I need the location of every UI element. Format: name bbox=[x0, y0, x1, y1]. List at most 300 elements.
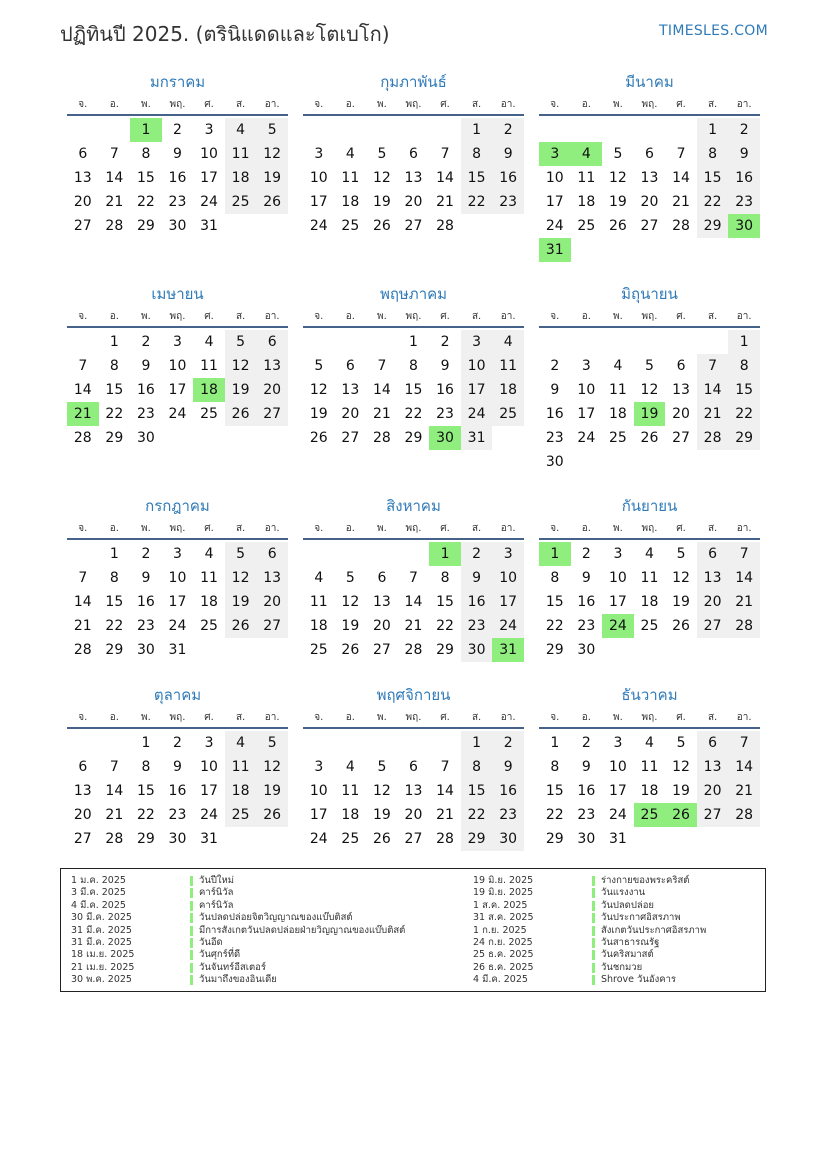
day-cell[interactable]: 7 bbox=[109, 146, 119, 162]
day-cell[interactable]: 13 bbox=[372, 594, 391, 610]
day-cell[interactable]: 11 bbox=[309, 594, 328, 610]
day-cell[interactable]: 1 bbox=[550, 735, 560, 751]
day-cell[interactable]: 10 bbox=[492, 566, 524, 590]
day-cell[interactable]: 4 bbox=[645, 546, 654, 562]
day-cell[interactable]: 11 bbox=[200, 570, 218, 586]
day-cell[interactable]: 1 bbox=[141, 735, 151, 751]
day-cell[interactable]: 17 bbox=[608, 594, 627, 610]
day-cell[interactable]: 31 bbox=[168, 642, 187, 658]
day-cell[interactable]: 12 bbox=[672, 570, 690, 586]
day-cell[interactable]: 1 bbox=[461, 118, 493, 142]
day-cell[interactable]: 29 bbox=[728, 426, 760, 450]
day-cell[interactable]: 30 bbox=[136, 430, 155, 446]
day-cell[interactable]: 9 bbox=[492, 142, 524, 166]
day-cell[interactable]: 14 bbox=[73, 594, 92, 610]
day-cell[interactable]: 18 bbox=[200, 594, 218, 610]
day-cell[interactable]: 6 bbox=[409, 146, 418, 162]
day-cell[interactable]: 7 bbox=[697, 354, 729, 378]
day-cell[interactable]: 14 bbox=[728, 755, 760, 779]
day-cell[interactable]: 5 bbox=[377, 146, 387, 162]
day-cell[interactable]: 6 bbox=[345, 358, 355, 374]
day-cell[interactable]: 14 bbox=[105, 783, 124, 799]
day-cell[interactable]: 10 bbox=[200, 759, 218, 775]
day-cell[interactable]: 13 bbox=[341, 382, 360, 398]
day-cell[interactable]: 8 bbox=[141, 146, 151, 162]
day-cell[interactable]: 5 bbox=[676, 546, 686, 562]
day-cell[interactable]: 23 bbox=[577, 807, 596, 823]
day-cell[interactable]: 19 bbox=[256, 779, 288, 803]
day-cell[interactable]: 23 bbox=[728, 190, 760, 214]
day-cell[interactable]: 30 bbox=[577, 642, 596, 658]
day-cell[interactable]: 8 bbox=[550, 570, 560, 586]
day-cell[interactable]: 19 bbox=[608, 194, 627, 210]
day-cell[interactable]: 22 bbox=[697, 190, 729, 214]
day-cell[interactable]: 18 bbox=[640, 594, 659, 610]
day-cell[interactable]: 9 bbox=[173, 759, 182, 775]
day-cell[interactable]: 17 bbox=[309, 194, 328, 210]
day-cell[interactable]: 22 bbox=[105, 618, 124, 634]
day-cell[interactable]: 21 bbox=[105, 807, 124, 823]
day-cell[interactable]: 18 bbox=[225, 166, 257, 190]
day-cell[interactable]: 7 bbox=[109, 759, 119, 775]
day-cell[interactable]: 24 bbox=[492, 614, 524, 638]
day-cell[interactable]: 3 bbox=[204, 735, 214, 751]
day-cell[interactable]: 11 bbox=[225, 755, 257, 779]
day-cell[interactable]: 2 bbox=[492, 118, 524, 142]
day-cell[interactable]: 3 bbox=[613, 546, 623, 562]
day-cell[interactable]: 14 bbox=[728, 566, 760, 590]
day-cell[interactable]: 31 bbox=[461, 426, 493, 450]
day-cell[interactable]: 10 bbox=[309, 170, 328, 186]
day-cell[interactable]: 5 bbox=[645, 358, 654, 374]
site-link[interactable]: TIMESLES.COM bbox=[659, 23, 768, 39]
day-cell[interactable]: 10 bbox=[608, 759, 627, 775]
day-cell[interactable]: 24 bbox=[309, 218, 328, 234]
day-cell[interactable]: 11 bbox=[640, 570, 659, 586]
day-cell[interactable]: 9 bbox=[581, 759, 591, 775]
day-cell[interactable]: 2 bbox=[173, 122, 182, 138]
day-cell[interactable]: 1 bbox=[728, 330, 760, 354]
day-cell[interactable]: 2 bbox=[141, 546, 151, 562]
day-cell[interactable]: 12 bbox=[372, 170, 391, 186]
day-cell[interactable]: 4 bbox=[225, 731, 257, 755]
day-cell[interactable]: 6 bbox=[256, 330, 288, 354]
day-cell[interactable]: 16 bbox=[577, 594, 596, 610]
day-cell[interactable]: 17 bbox=[168, 382, 187, 398]
day-cell[interactable]: 22 bbox=[136, 194, 155, 210]
day-cell[interactable]: 4 bbox=[204, 546, 214, 562]
day-cell[interactable]: 25 bbox=[341, 831, 360, 847]
day-cell[interactable]: 20 bbox=[640, 194, 659, 210]
holiday-day-cell[interactable]: 1 bbox=[429, 542, 461, 566]
day-cell[interactable]: 10 bbox=[309, 783, 328, 799]
day-cell[interactable]: 11 bbox=[341, 170, 360, 186]
day-cell[interactable]: 18 bbox=[608, 406, 627, 422]
day-cell[interactable]: 22 bbox=[461, 803, 493, 827]
holiday-day-cell[interactable]: 31 bbox=[539, 238, 571, 262]
day-cell[interactable]: 16 bbox=[436, 382, 454, 398]
day-cell[interactable]: 3 bbox=[613, 735, 623, 751]
day-cell[interactable]: 10 bbox=[200, 146, 218, 162]
day-cell[interactable]: 24 bbox=[545, 218, 564, 234]
day-cell[interactable]: 13 bbox=[672, 382, 690, 398]
day-cell[interactable]: 7 bbox=[78, 570, 88, 586]
day-cell[interactable]: 16 bbox=[728, 166, 760, 190]
day-cell[interactable]: 12 bbox=[372, 783, 391, 799]
day-cell[interactable]: 25 bbox=[608, 430, 627, 446]
day-cell[interactable]: 19 bbox=[225, 590, 257, 614]
day-cell[interactable]: 14 bbox=[436, 170, 454, 186]
day-cell[interactable]: 23 bbox=[136, 618, 155, 634]
day-cell[interactable]: 11 bbox=[225, 142, 257, 166]
day-cell[interactable]: 29 bbox=[545, 831, 564, 847]
day-cell[interactable]: 29 bbox=[697, 214, 729, 238]
day-cell[interactable]: 19 bbox=[372, 194, 391, 210]
day-cell[interactable]: 12 bbox=[341, 594, 360, 610]
day-cell[interactable]: 8 bbox=[109, 570, 119, 586]
day-cell[interactable]: 27 bbox=[256, 402, 288, 426]
day-cell[interactable]: 4 bbox=[345, 146, 355, 162]
holiday-day-cell[interactable]: 1 bbox=[539, 542, 571, 566]
day-cell[interactable]: 30 bbox=[545, 454, 564, 470]
day-cell[interactable]: 9 bbox=[492, 755, 524, 779]
day-cell[interactable]: 27 bbox=[697, 803, 729, 827]
day-cell[interactable]: 13 bbox=[73, 170, 92, 186]
day-cell[interactable]: 4 bbox=[314, 570, 324, 586]
day-cell[interactable]: 16 bbox=[492, 166, 524, 190]
day-cell[interactable]: 28 bbox=[73, 430, 92, 446]
day-cell[interactable]: 24 bbox=[608, 807, 627, 823]
day-cell[interactable]: 2 bbox=[440, 334, 450, 350]
day-cell[interactable]: 23 bbox=[168, 807, 187, 823]
holiday-day-cell[interactable]: 25 bbox=[634, 803, 666, 827]
day-cell[interactable]: 14 bbox=[436, 783, 454, 799]
day-cell[interactable]: 17 bbox=[545, 194, 564, 210]
day-cell[interactable]: 21 bbox=[73, 618, 92, 634]
day-cell[interactable]: 13 bbox=[697, 566, 729, 590]
day-cell[interactable]: 30 bbox=[168, 218, 187, 234]
day-cell[interactable]: 28 bbox=[728, 614, 760, 638]
day-cell[interactable]: 15 bbox=[728, 378, 760, 402]
day-cell[interactable]: 14 bbox=[105, 170, 124, 186]
day-cell[interactable]: 28 bbox=[672, 218, 690, 234]
day-cell[interactable]: 21 bbox=[404, 618, 423, 634]
day-cell[interactable]: 8 bbox=[409, 358, 418, 374]
day-cell[interactable]: 2 bbox=[728, 118, 760, 142]
day-cell[interactable]: 20 bbox=[73, 194, 92, 210]
day-cell[interactable]: 14 bbox=[73, 382, 92, 398]
day-cell[interactable]: 10 bbox=[577, 382, 596, 398]
day-cell[interactable]: 8 bbox=[109, 358, 119, 374]
day-cell[interactable]: 22 bbox=[404, 406, 423, 422]
day-cell[interactable]: 7 bbox=[377, 358, 387, 374]
day-cell[interactable]: 18 bbox=[640, 783, 659, 799]
day-cell[interactable]: 15 bbox=[105, 382, 124, 398]
day-cell[interactable]: 18 bbox=[309, 618, 328, 634]
day-cell[interactable]: 24 bbox=[200, 807, 218, 823]
day-cell[interactable]: 28 bbox=[404, 642, 423, 658]
day-cell[interactable]: 14 bbox=[672, 170, 690, 186]
day-cell[interactable]: 23 bbox=[492, 803, 524, 827]
day-cell[interactable]: 11 bbox=[577, 170, 596, 186]
day-cell[interactable]: 27 bbox=[404, 831, 423, 847]
day-cell[interactable]: 14 bbox=[404, 594, 423, 610]
day-cell[interactable]: 21 bbox=[105, 194, 124, 210]
day-cell[interactable]: 29 bbox=[461, 827, 493, 851]
day-cell[interactable]: 28 bbox=[728, 803, 760, 827]
day-cell[interactable]: 25 bbox=[225, 190, 257, 214]
day-cell[interactable]: 15 bbox=[136, 170, 155, 186]
day-cell[interactable]: 12 bbox=[608, 170, 627, 186]
day-cell[interactable]: 7 bbox=[440, 759, 450, 775]
day-cell[interactable]: 1 bbox=[697, 118, 729, 142]
day-cell[interactable]: 21 bbox=[436, 807, 454, 823]
day-cell[interactable]: 6 bbox=[78, 146, 88, 162]
day-cell[interactable]: 20 bbox=[697, 590, 729, 614]
day-cell[interactable]: 8 bbox=[461, 755, 493, 779]
day-cell[interactable]: 2 bbox=[141, 334, 151, 350]
day-cell[interactable]: 16 bbox=[168, 170, 187, 186]
day-cell[interactable]: 10 bbox=[168, 358, 187, 374]
day-cell[interactable]: 6 bbox=[645, 146, 654, 162]
day-cell[interactable]: 10 bbox=[608, 570, 627, 586]
day-cell[interactable]: 18 bbox=[341, 194, 360, 210]
day-cell[interactable]: 25 bbox=[492, 402, 524, 426]
day-cell[interactable]: 11 bbox=[341, 783, 360, 799]
day-cell[interactable]: 12 bbox=[225, 566, 257, 590]
day-cell[interactable]: 24 bbox=[168, 618, 187, 634]
day-cell[interactable]: 10 bbox=[461, 354, 493, 378]
day-cell[interactable]: 16 bbox=[545, 406, 564, 422]
day-cell[interactable]: 27 bbox=[73, 831, 92, 847]
day-cell[interactable]: 19 bbox=[225, 378, 257, 402]
day-cell[interactable]: 15 bbox=[436, 594, 454, 610]
day-cell[interactable]: 25 bbox=[309, 642, 328, 658]
day-cell[interactable]: 4 bbox=[204, 334, 214, 350]
day-cell[interactable]: 12 bbox=[256, 142, 288, 166]
holiday-day-cell[interactable]: 3 bbox=[539, 142, 571, 166]
day-cell[interactable]: 9 bbox=[461, 566, 493, 590]
day-cell[interactable]: 22 bbox=[461, 190, 493, 214]
day-cell[interactable]: 7 bbox=[676, 146, 686, 162]
day-cell[interactable]: 2 bbox=[550, 358, 560, 374]
day-cell[interactable]: 3 bbox=[204, 122, 214, 138]
day-cell[interactable]: 10 bbox=[168, 570, 187, 586]
day-cell[interactable]: 20 bbox=[256, 590, 288, 614]
day-cell[interactable]: 18 bbox=[225, 779, 257, 803]
day-cell[interactable]: 26 bbox=[256, 803, 288, 827]
day-cell[interactable]: 5 bbox=[377, 759, 387, 775]
day-cell[interactable]: 28 bbox=[372, 430, 391, 446]
day-cell[interactable]: 26 bbox=[256, 190, 288, 214]
day-cell[interactable]: 20 bbox=[256, 378, 288, 402]
day-cell[interactable]: 6 bbox=[256, 542, 288, 566]
day-cell[interactable]: 31 bbox=[200, 218, 218, 234]
day-cell[interactable]: 18 bbox=[577, 194, 596, 210]
day-cell[interactable]: 28 bbox=[436, 831, 454, 847]
day-cell[interactable]: 24 bbox=[577, 430, 596, 446]
day-cell[interactable]: 13 bbox=[256, 354, 288, 378]
day-cell[interactable]: 14 bbox=[372, 382, 391, 398]
day-cell[interactable]: 17 bbox=[577, 406, 596, 422]
day-cell[interactable]: 29 bbox=[136, 218, 155, 234]
day-cell[interactable]: 20 bbox=[73, 807, 92, 823]
day-cell[interactable]: 29 bbox=[105, 430, 124, 446]
day-cell[interactable]: 17 bbox=[168, 594, 187, 610]
day-cell[interactable]: 30 bbox=[492, 827, 524, 851]
day-cell[interactable]: 16 bbox=[577, 783, 596, 799]
day-cell[interactable]: 28 bbox=[73, 642, 92, 658]
day-cell[interactable]: 7 bbox=[78, 358, 88, 374]
holiday-day-cell[interactable]: 21 bbox=[67, 402, 99, 426]
day-cell[interactable]: 9 bbox=[581, 570, 591, 586]
day-cell[interactable]: 1 bbox=[109, 334, 119, 350]
day-cell[interactable]: 15 bbox=[545, 783, 564, 799]
day-cell[interactable]: 5 bbox=[613, 146, 623, 162]
day-cell[interactable]: 1 bbox=[409, 334, 418, 350]
day-cell[interactable]: 18 bbox=[492, 378, 524, 402]
day-cell[interactable]: 5 bbox=[676, 735, 686, 751]
day-cell[interactable]: 3 bbox=[173, 546, 182, 562]
day-cell[interactable]: 6 bbox=[676, 358, 686, 374]
day-cell[interactable]: 16 bbox=[136, 594, 155, 610]
day-cell[interactable]: 13 bbox=[404, 170, 423, 186]
holiday-day-cell[interactable]: 30 bbox=[728, 214, 760, 238]
day-cell[interactable]: 30 bbox=[168, 831, 187, 847]
day-cell[interactable]: 27 bbox=[372, 642, 391, 658]
day-cell[interactable]: 24 bbox=[168, 406, 187, 422]
day-cell[interactable]: 30 bbox=[136, 642, 155, 658]
day-cell[interactable]: 20 bbox=[341, 406, 360, 422]
day-cell[interactable]: 27 bbox=[341, 430, 360, 446]
day-cell[interactable]: 25 bbox=[225, 803, 257, 827]
day-cell[interactable]: 3 bbox=[492, 542, 524, 566]
day-cell[interactable]: 9 bbox=[141, 358, 151, 374]
day-cell[interactable]: 26 bbox=[225, 614, 257, 638]
day-cell[interactable]: 12 bbox=[672, 759, 690, 775]
day-cell[interactable]: 7 bbox=[409, 570, 418, 586]
holiday-day-cell[interactable]: 31 bbox=[492, 638, 524, 662]
holiday-day-cell[interactable]: 26 bbox=[665, 803, 697, 827]
day-cell[interactable]: 22 bbox=[105, 406, 124, 422]
day-cell[interactable]: 19 bbox=[341, 618, 360, 634]
day-cell[interactable]: 26 bbox=[341, 642, 360, 658]
day-cell[interactable]: 25 bbox=[640, 618, 659, 634]
day-cell[interactable]: 26 bbox=[372, 218, 391, 234]
day-cell[interactable]: 5 bbox=[225, 542, 257, 566]
day-cell[interactable]: 24 bbox=[200, 194, 218, 210]
day-cell[interactable]: 9 bbox=[141, 570, 151, 586]
day-cell[interactable]: 5 bbox=[256, 118, 288, 142]
day-cell[interactable]: 4 bbox=[345, 759, 355, 775]
day-cell[interactable]: 4 bbox=[613, 358, 623, 374]
day-cell[interactable]: 9 bbox=[550, 382, 560, 398]
day-cell[interactable]: 20 bbox=[697, 779, 729, 803]
day-cell[interactable]: 16 bbox=[168, 783, 187, 799]
day-cell[interactable]: 17 bbox=[461, 378, 493, 402]
day-cell[interactable]: 6 bbox=[377, 570, 387, 586]
day-cell[interactable]: 27 bbox=[73, 218, 92, 234]
day-cell[interactable]: 21 bbox=[697, 402, 729, 426]
day-cell[interactable]: 23 bbox=[492, 190, 524, 214]
day-cell[interactable]: 24 bbox=[309, 831, 328, 847]
day-cell[interactable]: 3 bbox=[461, 330, 493, 354]
day-cell[interactable]: 4 bbox=[492, 330, 524, 354]
day-cell[interactable]: 5 bbox=[225, 330, 257, 354]
day-cell[interactable]: 26 bbox=[672, 618, 690, 634]
day-cell[interactable]: 11 bbox=[200, 358, 218, 374]
day-cell[interactable]: 28 bbox=[105, 831, 124, 847]
day-cell[interactable]: 28 bbox=[697, 426, 729, 450]
day-cell[interactable]: 25 bbox=[577, 218, 596, 234]
holiday-day-cell[interactable]: 18 bbox=[193, 378, 225, 402]
holiday-day-cell[interactable]: 24 bbox=[602, 614, 634, 638]
day-cell[interactable]: 17 bbox=[200, 170, 218, 186]
day-cell[interactable]: 8 bbox=[141, 759, 151, 775]
day-cell[interactable]: 19 bbox=[309, 406, 328, 422]
day-cell[interactable]: 28 bbox=[436, 218, 454, 234]
day-cell[interactable]: 3 bbox=[581, 358, 591, 374]
day-cell[interactable]: 15 bbox=[545, 594, 564, 610]
day-cell[interactable]: 8 bbox=[440, 570, 450, 586]
day-cell[interactable]: 13 bbox=[697, 755, 729, 779]
day-cell[interactable]: 7 bbox=[440, 146, 450, 162]
day-cell[interactable]: 23 bbox=[545, 430, 564, 446]
day-cell[interactable]: 21 bbox=[436, 194, 454, 210]
day-cell[interactable]: 23 bbox=[136, 406, 155, 422]
day-cell[interactable]: 8 bbox=[550, 759, 560, 775]
holiday-day-cell[interactable]: 19 bbox=[634, 402, 666, 426]
day-cell[interactable]: 11 bbox=[640, 759, 659, 775]
day-cell[interactable]: 8 bbox=[697, 142, 729, 166]
day-cell[interactable]: 7 bbox=[728, 731, 760, 755]
day-cell[interactable]: 6 bbox=[697, 731, 729, 755]
day-cell[interactable]: 30 bbox=[461, 638, 493, 662]
day-cell[interactable]: 12 bbox=[640, 382, 659, 398]
day-cell[interactable]: 19 bbox=[256, 166, 288, 190]
day-cell[interactable]: 15 bbox=[461, 779, 493, 803]
day-cell[interactable]: 20 bbox=[404, 807, 423, 823]
day-cell[interactable]: 15 bbox=[697, 166, 729, 190]
day-cell[interactable]: 16 bbox=[136, 382, 155, 398]
day-cell[interactable]: 9 bbox=[173, 146, 182, 162]
day-cell[interactable]: 8 bbox=[728, 354, 760, 378]
day-cell[interactable]: 15 bbox=[404, 382, 423, 398]
day-cell[interactable]: 27 bbox=[640, 218, 659, 234]
day-cell[interactable]: 27 bbox=[256, 614, 288, 638]
day-cell[interactable]: 22 bbox=[545, 618, 564, 634]
day-cell[interactable]: 7 bbox=[728, 542, 760, 566]
day-cell[interactable]: 6 bbox=[78, 759, 88, 775]
day-cell[interactable]: 22 bbox=[136, 807, 155, 823]
day-cell[interactable]: 15 bbox=[136, 783, 155, 799]
day-cell[interactable]: 26 bbox=[640, 430, 659, 446]
day-cell[interactable]: 17 bbox=[309, 807, 328, 823]
day-cell[interactable]: 6 bbox=[409, 759, 418, 775]
day-cell[interactable]: 9 bbox=[728, 142, 760, 166]
day-cell[interactable]: 12 bbox=[225, 354, 257, 378]
day-cell[interactable]: 25 bbox=[200, 406, 218, 422]
day-cell[interactable]: 30 bbox=[577, 831, 596, 847]
day-cell[interactable]: 12 bbox=[256, 755, 288, 779]
day-cell[interactable]: 20 bbox=[404, 194, 423, 210]
holiday-day-cell[interactable]: 4 bbox=[571, 142, 603, 166]
day-cell[interactable]: 1 bbox=[461, 731, 493, 755]
day-cell[interactable]: 2 bbox=[581, 735, 591, 751]
day-cell[interactable]: 2 bbox=[492, 731, 524, 755]
day-cell[interactable]: 29 bbox=[404, 430, 423, 446]
day-cell[interactable]: 17 bbox=[200, 783, 218, 799]
